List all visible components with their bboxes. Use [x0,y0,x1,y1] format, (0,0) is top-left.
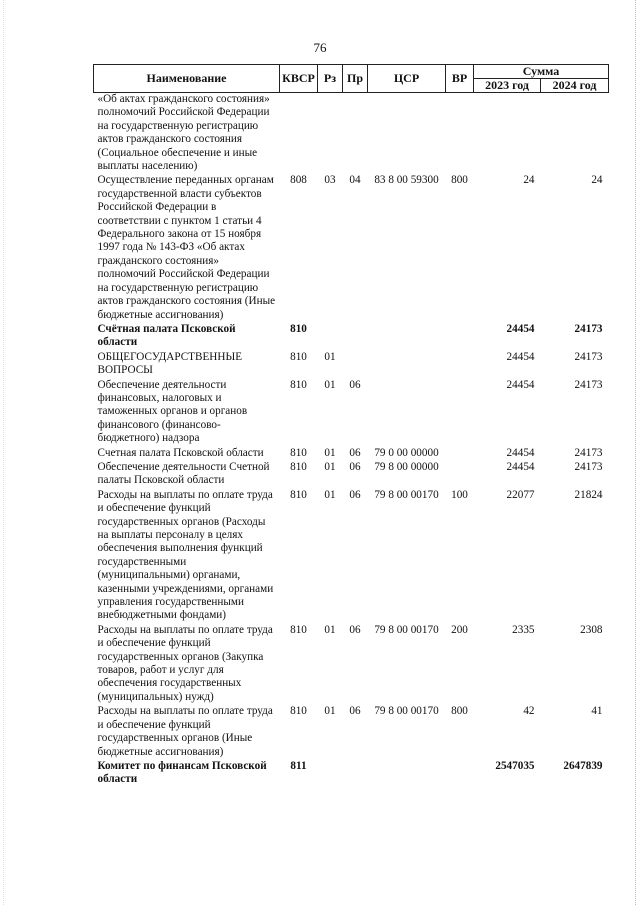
cell-pr [343,759,368,787]
cell-csr: 79 8 00 00170 [374,488,439,501]
cell-2024: 24173 [574,460,603,473]
table-row [94,378,609,446]
cell-vr [446,93,474,174]
cell-2023: 24454 [506,460,535,473]
cell-2023: 24 [523,174,535,187]
cell-2024: 41 [591,705,603,718]
cell-name: Расходы на выплаты по оплате труда и обеспечение функций государственных органов (Иные бюджетные ассигнования) [97,705,273,758]
cell-pr: 06 [349,705,361,718]
header-csr: ЦСР [368,65,446,93]
cell-vr [446,446,474,460]
cell-rz [318,759,343,787]
header-sum: Сумма [474,65,609,79]
table-row [94,704,609,759]
cell-rz: 01 [324,705,336,718]
cell-pr: 04 [349,174,361,187]
cell-name: Осуществление переданных органам государственной власти субъектов Российской Федерации в соответствии с пунктом 1 статьи 4 Федерального закона от 15 ноября 1997 года № 143-ФЗ «Об актах гражданского состояния» полномочий Российской Федерации на государственную регистрацию актов гражданского состояния (Иные бюджетные ассигнования) [97,174,276,321]
budget-table [93,64,609,787]
cell-2024: 24173 [574,378,603,391]
cell-rz: 03 [324,174,336,187]
cell-name: Расходы на выплаты по оплате труда и обеспечение функций государственных органов (Расходы на выплаты персоналу в целях обеспечения выполнения функций государственными (муниципальными) органами, казенными учреждениями, органами управления государственными внебюджетными фондами) [97,488,274,622]
cell-2024: 24173 [574,446,603,459]
cell-vr: 800 [451,174,468,187]
cell-csr: 79 0 00 00000 [374,446,439,459]
cell-vr [446,378,474,446]
cell-2024: 24173 [574,350,603,363]
cell-2023: 42 [523,705,535,718]
header-name: Наименование [94,65,280,93]
table-row [94,322,609,350]
cell-kvsr: 810 [290,350,307,363]
cell-pr: 06 [349,488,361,501]
cell-pr [343,350,368,378]
header-2023: 2023 год [474,79,541,93]
cell-csr [368,322,446,350]
cell-kvsr: 810 [290,705,307,718]
cell-kvsr: 810 [290,446,307,459]
cell-kvsr: 810 [290,488,307,501]
header-rz: Рз [318,65,343,93]
cell-rz: 01 [324,460,336,473]
cell-name: Комитет по финансам Псковской области [97,759,267,786]
cell-2023: 24454 [506,378,535,391]
cell-vr: 100 [451,488,468,501]
cell-pr: 06 [349,446,361,459]
table-header [94,65,609,93]
cell-kvsr: 810 [290,623,307,636]
cell-vr: 800 [451,705,468,718]
cell-2023: 2335 [512,623,535,636]
cell-csr: 79 8 00 00170 [374,623,439,636]
table-row [94,93,609,174]
cell-2023: 24454 [506,322,535,335]
cell-2024: 24173 [574,322,603,335]
cell-2024: 2308 [580,623,603,636]
header-vr: ВР [446,65,474,93]
cell-csr [368,350,446,378]
cell-pr: 06 [349,623,361,636]
cell-name: «Об актах гражданского состояния» полномочий Российской Федерации на государственную регистрацию актов гражданского состояния (Социальное обеспечение и иные выплаты населению) [97,93,270,173]
table-row [94,488,609,623]
cell-2023: 24454 [506,350,535,363]
cell-csr [368,93,446,174]
cell-vr [446,350,474,378]
cell-kvsr: 808 [290,174,307,187]
cell-csr [368,378,446,446]
table-row [94,623,609,704]
cell-csr [368,759,446,787]
cell-2023: 2547035 [495,759,535,772]
page-number: 76 [313,40,327,55]
cell-kvsr: 810 [290,378,307,391]
cell-rz [318,93,343,174]
cell-csr: 79 8 00 00170 [374,705,439,718]
table-row [94,173,609,321]
cell-kvsr: 811 [290,759,307,772]
cell-pr: 06 [349,460,361,473]
table-row [94,350,609,378]
scan-edge-left [3,0,5,905]
cell-rz: 01 [324,378,336,391]
cell-2023: 22077 [506,488,535,501]
cell-name: Счетная палата Псковской области [97,446,264,459]
cell-rz: 01 [324,488,336,501]
cell-rz: 01 [324,446,336,459]
cell-vr [446,460,474,488]
cell-name: ОБЩЕГОСУДАРСТВЕННЫЕ ВОПРОСЫ [97,350,243,377]
cell-2024: 21824 [574,488,603,501]
cell-rz: 01 [324,350,336,363]
cell-2024: 2647839 [563,759,603,772]
cell-2024: 24 [591,174,603,187]
cell-csr: 83 8 00 59300 [374,174,439,187]
table-row [94,460,609,488]
cell-name: Расходы на выплаты по оплате труда и обеспечение функций государственных органов (Закупка товаров, работ и услуг для обеспечения государственных (муниципальных) нужд) [97,623,273,703]
header-kvsr: КВСР [280,65,318,93]
cell-name: Счётная палата Псковской области [97,322,236,349]
cell-pr [343,93,368,174]
cell-kvsr [280,93,318,174]
cell-pr [343,322,368,350]
cell-2024 [541,93,609,174]
cell-kvsr: 810 [290,460,307,473]
cell-vr [446,759,474,787]
header-2024: 2024 год [541,79,609,93]
cell-csr: 79 8 00 00000 [374,460,439,473]
cell-kvsr: 810 [290,322,307,335]
cell-name: Обеспечение деятельности финансовых, налоговых и таможенных органов и органов финансового (финансово-бюджетного) надзора [97,378,248,445]
cell-vr: 200 [451,623,468,636]
cell-name: Обеспечение деятельности Счетной палаты Псковской области [97,460,270,487]
cell-2023 [474,93,541,174]
cell-2023: 24454 [506,446,535,459]
table-row [94,446,609,460]
table-row [94,759,609,787]
header-pr: Пр [343,65,368,93]
scan-edge-right [634,0,636,905]
table-body [94,93,609,787]
cell-vr [446,322,474,350]
cell-pr: 06 [349,378,361,391]
cell-rz [318,322,343,350]
cell-rz: 01 [324,623,336,636]
